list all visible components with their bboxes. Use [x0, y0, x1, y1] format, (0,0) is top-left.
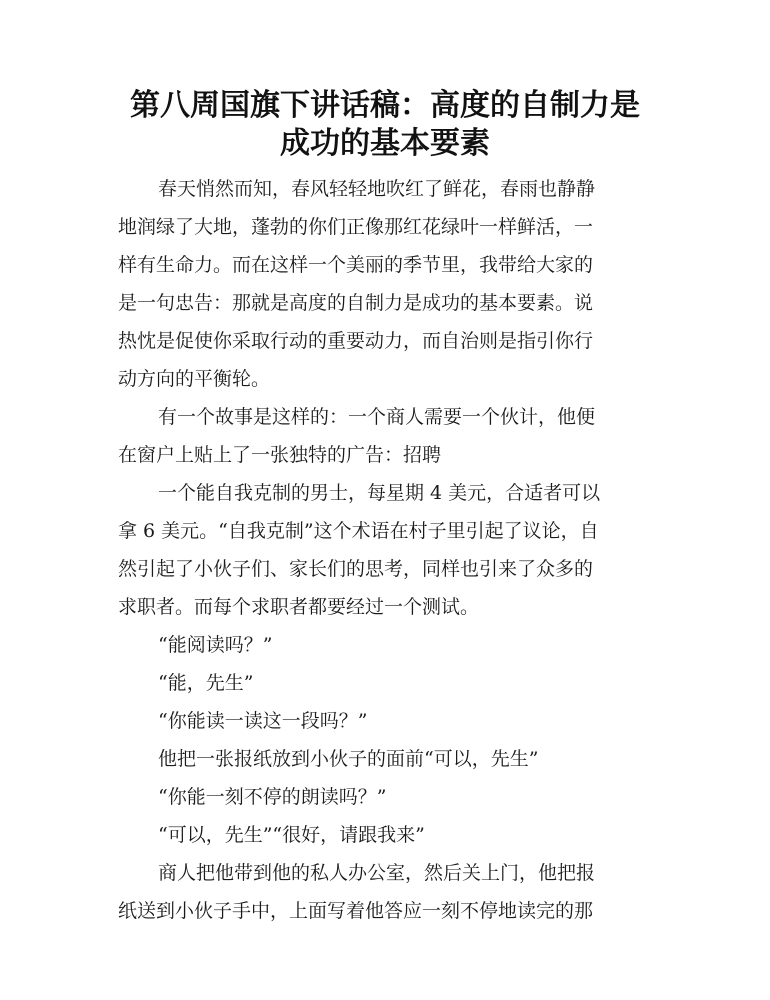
body-line: 热忱是促使你采取行动的重要动力，而自治则是指引你行 [118, 330, 594, 352]
body-line: 是一句忠告：那就是高度的自制力是成功的基本要素。说 [118, 292, 594, 314]
body-line: 动方向的平衡轮。 [118, 368, 271, 390]
body-line: “你能读一读这一段吗？” [158, 710, 368, 732]
body-line: 纸送到小伙子手中，上面写着他答应一刻不停地读完的那 [118, 900, 594, 922]
body-line: 有一个故事是这样的：一个商人需要一个伙计，他便 [158, 406, 596, 428]
body-line: “你能一刻不停的朗读吗？” [158, 786, 387, 808]
body-line: 拿 6 美元。“自我克制”这个术语在村子里引起了议论，自 [118, 520, 599, 542]
body-line: “可以，先生”“很好，请跟我来” [158, 824, 425, 846]
body-line: 地润绿了大地，蓬勃的你们正像那红花绿叶一样鲜活，一 [118, 216, 594, 238]
body-line: 然引起了小伙子们、家长们的思考，同样也引来了众多的 [118, 558, 594, 580]
page-title-line-2: 成功的基本要素 [280, 126, 490, 161]
body-line: 春天悄然而知，春风轻轻地吹红了鲜花，春雨也静静 [158, 178, 596, 200]
body-line: “能阅读吗？” [158, 634, 273, 656]
body-line: “能，先生” [158, 672, 254, 694]
body-line: 样有生命力。而在这样一个美丽的季节里，我带给大家的 [118, 254, 594, 276]
body-line: 他把一张报纸放到小伙子的面前“可以，先生” [158, 748, 539, 770]
body-line: 求职者。而每个求职者都要经过一个测试。 [118, 596, 480, 618]
body-line: 在窗户上贴上了一张独特的广告：招聘 [118, 444, 442, 466]
page-title-line-1: 第八周国旗下讲话稿：高度的自制力是 [130, 88, 640, 123]
body-line: 商人把他带到他的私人办公室，然后关上门，他把报 [158, 862, 596, 884]
body-line: 一个能自我克制的男士，每星期 4 美元，合适者可以 [158, 482, 601, 504]
